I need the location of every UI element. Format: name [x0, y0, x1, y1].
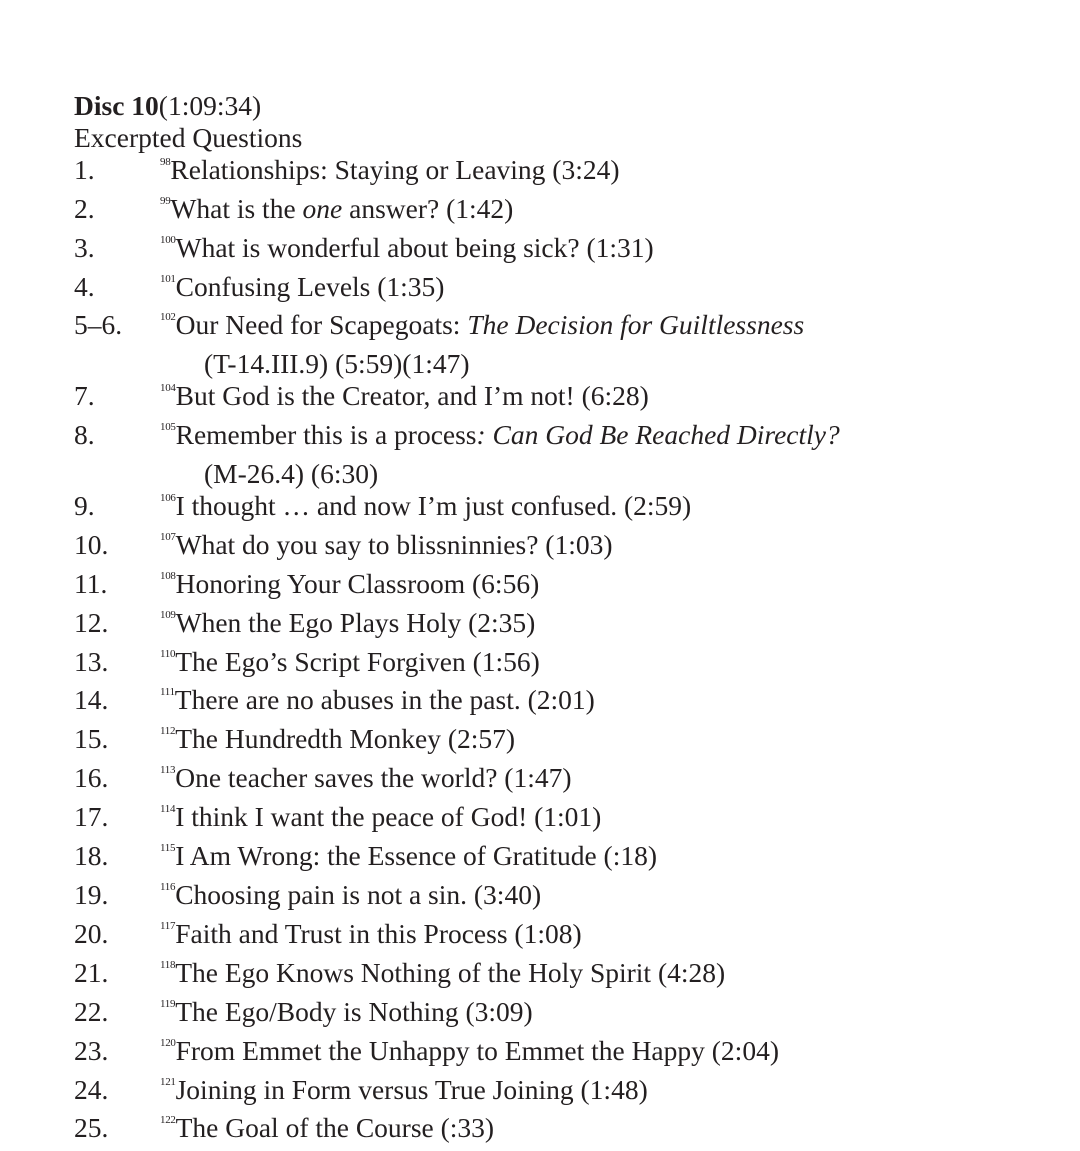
track-number: 25.	[74, 1112, 109, 1144]
track-item	[74, 684, 1034, 723]
track-title-italic: : Can God Be Reached Directly?	[476, 419, 840, 451]
track-number: 16.	[74, 762, 109, 794]
disc-label: Disc 10	[74, 90, 159, 121]
track-number: 18.	[74, 840, 109, 872]
track-title-end: answer? (1:42)	[342, 192, 514, 224]
track-entry	[160, 723, 1034, 762]
track-entry	[160, 762, 1034, 801]
track-title: Our Need for Scapegoats:	[175, 309, 468, 341]
section-subtitle: Excerpted Questions	[74, 121, 303, 153]
track-number: 21.	[74, 956, 109, 988]
track-number: 12.	[74, 606, 109, 638]
track-item	[74, 957, 1034, 996]
track-title: Faith and Trust in this Process (1:08)	[175, 917, 582, 949]
track-item	[74, 154, 1034, 193]
track-list	[74, 154, 1034, 1151]
track-item	[74, 723, 1034, 762]
reference-number: 121	[160, 1075, 176, 1088]
track-continuation: (M-26.4) (6:30)	[204, 458, 379, 490]
track-item	[74, 380, 1034, 419]
track-title: The Ego/Body is Nothing (3:09)	[175, 995, 533, 1027]
track-entry	[160, 232, 1034, 271]
reference-number: 114	[160, 803, 176, 816]
track-title: One teacher saves the world? (1:47)	[175, 762, 572, 794]
track-item	[74, 646, 1034, 685]
reference-number: 104	[160, 382, 176, 395]
reference-number: 118	[160, 958, 176, 971]
track-number: 8.	[74, 419, 95, 451]
track-entry	[160, 684, 1034, 723]
track-listing	[74, 90, 1034, 1151]
track-number: 5–6.	[74, 309, 123, 341]
track-number: 19.	[74, 879, 109, 910]
reference-number: 116	[160, 881, 176, 893]
track-title: Relationships: Staying or Leaving (3:24)	[170, 153, 620, 185]
track-title: There are no abuses in the past. (2:01)	[174, 684, 595, 716]
track-entry	[160, 490, 1034, 529]
track-item	[74, 232, 1034, 271]
track-title: The Hundredth Monkey (2:57)	[175, 723, 516, 755]
reference-number: 111	[160, 686, 175, 699]
track-number: 10.	[74, 528, 109, 560]
track-number: 23.	[74, 1034, 109, 1066]
track-title: The Ego Knows Nothing of the Holy Spirit (4:28)	[175, 956, 726, 988]
track-title: Honoring Your Classroom (6:56)	[175, 567, 540, 599]
track-item	[74, 762, 1034, 801]
track-number: 3.	[74, 231, 95, 263]
track-number: 20.	[74, 917, 109, 949]
track-number: 14.	[74, 684, 109, 716]
track-number: 15.	[74, 723, 109, 755]
track-item	[74, 607, 1034, 646]
reference-number: 102	[160, 311, 176, 324]
track-entry	[160, 957, 1034, 996]
track-title: What is wonderful about being sick? (1:31)	[175, 231, 654, 263]
track-entry	[160, 529, 1034, 568]
track-title: I thought … and now I’m just confused. (2:59)	[175, 489, 692, 521]
track-item	[74, 918, 1034, 957]
track-item	[74, 193, 1034, 232]
track-entry	[160, 309, 1034, 348]
track-number: 24.	[74, 1073, 109, 1105]
track-title: What do you say to blissninnies? (1:03)	[175, 528, 613, 560]
disc-duration: (1:09:34)	[158, 90, 262, 121]
track-entry	[160, 380, 1034, 419]
track-entry	[160, 1074, 1034, 1113]
reference-number: 109	[160, 608, 176, 621]
reference-number: 106	[160, 491, 176, 504]
track-title: Remember this is a process	[175, 419, 477, 451]
track-title: Joining in Form versus True Joining (1:48)	[175, 1073, 648, 1105]
track-item	[74, 996, 1034, 1035]
track-entry	[160, 271, 1034, 310]
track-entry	[160, 996, 1034, 1035]
track-item	[74, 1112, 1034, 1151]
reference-number: 105	[160, 421, 176, 434]
track-title-italic: The Decision for Guiltlessness	[467, 309, 805, 341]
track-entry	[160, 419, 1034, 458]
reference-number: 117	[160, 919, 176, 932]
track-entry	[160, 1112, 1034, 1151]
track-item	[74, 271, 1034, 310]
track-item	[74, 840, 1034, 879]
reference-number: 101	[160, 272, 176, 285]
track-entry	[160, 801, 1034, 840]
track-entry	[160, 840, 1034, 879]
track-item	[74, 879, 1034, 918]
track-item	[74, 568, 1034, 607]
track-title: The Goal of the Course (:33)	[175, 1112, 495, 1144]
track-item	[74, 1035, 1034, 1074]
track-title: But God is the Creator, and I’m not! (6:28)	[175, 380, 649, 412]
track-entry	[160, 568, 1034, 607]
reference-number: 110	[160, 647, 176, 660]
track-entry	[160, 918, 1034, 957]
reference-number: 107	[160, 530, 176, 543]
track-number: 1.	[74, 153, 95, 185]
track-title-italic: one	[302, 192, 343, 224]
reference-number: 115	[160, 842, 176, 855]
track-item	[74, 1074, 1034, 1113]
track-continuation: (T-14.III.9) (5:59)(1:47)	[204, 348, 470, 380]
track-title: I Am Wrong: the Essence of Gratitude (:18)	[175, 840, 658, 872]
track-title: When the Ego Plays Holy (2:35)	[175, 606, 536, 638]
track-number: 11.	[74, 567, 108, 599]
track-title: Choosing pain is not a sin. (3:40)	[175, 879, 542, 910]
track-entry	[160, 607, 1034, 646]
reference-number: 113	[160, 764, 176, 777]
reference-number: 119	[160, 997, 176, 1010]
track-number: 2.	[74, 192, 95, 224]
reference-number: 122	[160, 1114, 176, 1127]
reference-number: 100	[160, 233, 176, 246]
track-title: What is the	[170, 192, 303, 224]
reference-number: 108	[160, 569, 176, 582]
track-number: 4.	[74, 270, 95, 302]
track-title: The Ego’s Script Forgiven (1:56)	[175, 645, 540, 677]
reference-number: 120	[160, 1036, 176, 1049]
reference-number: 112	[160, 725, 176, 738]
track-item	[74, 529, 1034, 568]
track-item	[74, 309, 1034, 380]
track-item	[74, 490, 1034, 529]
track-title: From Emmet the Unhappy to Emmet the Happy (2:04)	[175, 1034, 779, 1066]
track-entry	[160, 193, 1034, 232]
track-item	[74, 801, 1034, 840]
reference-number: 99	[160, 194, 171, 207]
track-entry	[160, 879, 1034, 918]
track-entry	[160, 154, 1034, 193]
track-number: 7.	[74, 380, 95, 412]
track-title: I think I want the peace of God! (1:01)	[175, 801, 602, 833]
track-number: 9.	[74, 489, 95, 521]
track-item	[74, 419, 1034, 490]
track-title: Confusing Levels (1:35)	[175, 270, 445, 302]
track-entry	[160, 646, 1034, 685]
track-number: 22.	[74, 995, 109, 1027]
track-number: 13.	[74, 645, 109, 677]
reference-number: 98	[160, 155, 171, 168]
track-number: 17.	[74, 801, 109, 833]
track-entry	[160, 1035, 1034, 1074]
disc-header	[74, 90, 1034, 122]
